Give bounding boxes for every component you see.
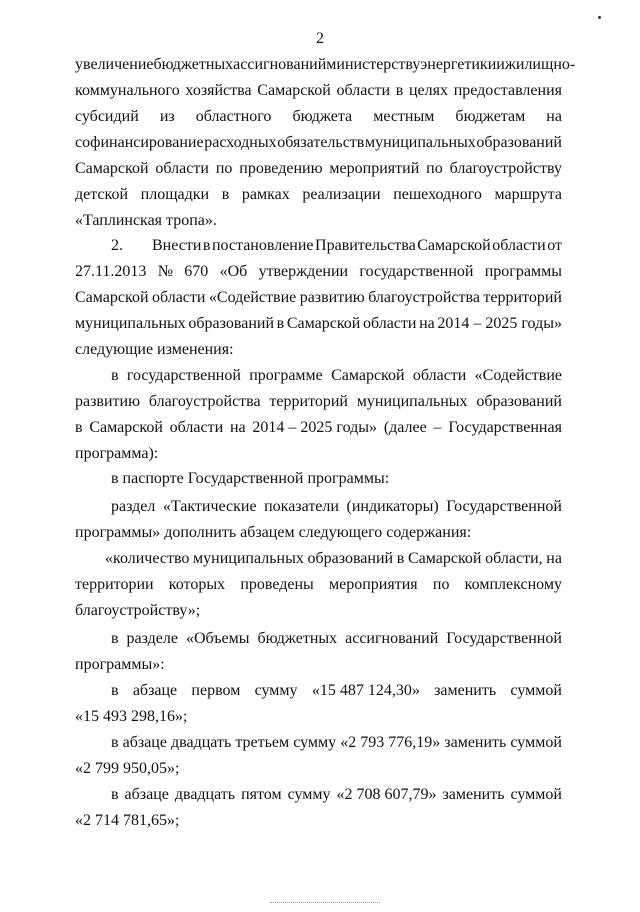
- word: рамках: [241, 186, 290, 203]
- text-line: [75, 626, 562, 652]
- text-run: программа):: [75, 445, 159, 462]
- word: третьем: [235, 734, 290, 751]
- word: предоставления: [453, 82, 562, 99]
- paragraph-9: [75, 730, 562, 782]
- word: в: [221, 186, 230, 203]
- paragraph-5: [75, 494, 562, 546]
- word: из: [159, 108, 175, 125]
- text-line: [75, 494, 562, 520]
- text-line: [75, 259, 562, 285]
- paragraph-2: [75, 233, 562, 363]
- word: 2014 – 2025 годы»: [252, 419, 378, 436]
- word: муниципальных: [364, 134, 476, 151]
- word: (далее: [383, 419, 427, 436]
- word: муниципальных: [75, 315, 186, 332]
- word: субсидий: [75, 108, 139, 125]
- word: программе: [249, 367, 323, 384]
- text-line: [75, 130, 562, 156]
- text-line: [75, 520, 562, 546]
- text-run: «2 714 781,65»;: [75, 812, 180, 829]
- word: абзаце: [132, 682, 178, 699]
- paragraph-number: [75, 233, 123, 259]
- word: «15 487 124,30»: [311, 682, 420, 699]
- word: Самарской: [407, 550, 482, 567]
- word: Самарской: [286, 315, 361, 332]
- word: по: [432, 576, 450, 593]
- word: проведению: [239, 160, 323, 177]
- text-line: [75, 546, 562, 572]
- word: на: [229, 419, 246, 436]
- text-line: [75, 337, 562, 363]
- text-run: «2 799 950,05»;: [75, 760, 180, 777]
- word: коммунального: [75, 82, 180, 99]
- scan-speck: [598, 16, 601, 19]
- word: площадки: [140, 186, 210, 203]
- word: заменить: [442, 786, 505, 803]
- text-line: [75, 208, 562, 234]
- word: ассигнований: [233, 56, 327, 73]
- text-run: программы»:: [75, 656, 165, 673]
- word: заменить: [444, 734, 507, 751]
- word: комплексному: [464, 576, 562, 593]
- word: в: [276, 315, 285, 332]
- paragraph-6: [75, 546, 562, 624]
- word: абзаце: [122, 734, 167, 751]
- word: образований: [307, 550, 394, 567]
- word: на: [546, 108, 562, 125]
- word: ассигнований: [345, 630, 439, 647]
- text-line: [75, 415, 562, 441]
- word: Внести: [152, 237, 202, 254]
- word: бюджета: [292, 108, 353, 125]
- word: мероприятия: [329, 576, 418, 593]
- paragraph-8: [75, 678, 562, 730]
- text-line: [75, 730, 562, 756]
- word: сумму: [287, 786, 331, 803]
- text-line: [75, 756, 562, 782]
- word: образований: [476, 393, 562, 410]
- text-line: [75, 182, 562, 208]
- word: Самарской: [89, 419, 163, 436]
- word: министерству: [326, 56, 421, 73]
- word: суммой: [510, 786, 562, 803]
- word: Государственной: [446, 630, 562, 647]
- word: увеличение: [75, 56, 154, 73]
- word: разделе: [126, 630, 178, 647]
- word: 2014 – 2025 годы»: [437, 315, 562, 332]
- text-line: [75, 156, 562, 182]
- word: проведены: [240, 576, 314, 593]
- word: «Объемы: [185, 630, 250, 647]
- word: области: [155, 160, 209, 177]
- word: целях: [408, 82, 448, 99]
- word: в: [111, 786, 119, 803]
- word: энергетики: [420, 56, 497, 73]
- word: постановление: [211, 237, 314, 254]
- text-run: 2.: [111, 237, 123, 254]
- word: программы: [484, 263, 562, 280]
- word: заменить: [434, 682, 497, 699]
- word: раздел: [111, 498, 156, 515]
- text-run-group: [152, 233, 562, 259]
- word: территорий: [269, 393, 348, 410]
- word: «2 793 776,19»: [340, 734, 441, 751]
- word: двадцать: [174, 786, 236, 803]
- word: развитию: [75, 393, 141, 410]
- text-line: [75, 363, 562, 389]
- paragraph-10: [75, 782, 562, 834]
- word: реализации: [302, 186, 381, 203]
- word: местным: [373, 108, 435, 125]
- text-run: «15 493 298,16»;: [75, 708, 188, 725]
- text-line: [75, 104, 562, 130]
- word: двадцать: [171, 734, 232, 751]
- word: территории: [75, 576, 154, 593]
- word: «2 708 607,79»: [336, 786, 437, 803]
- word: «Тактические: [162, 498, 257, 515]
- word: образований: [188, 315, 275, 332]
- word: сумму: [293, 734, 337, 751]
- word: в: [111, 630, 119, 647]
- word: суммой: [510, 734, 562, 751]
- word: на: [546, 550, 562, 567]
- word: –: [433, 419, 442, 436]
- word: области: [412, 367, 467, 384]
- word: муниципальных: [193, 550, 304, 567]
- paragraph-7: [75, 626, 562, 678]
- word: государственной: [359, 263, 474, 280]
- word: «Содействие: [474, 367, 562, 384]
- word: «Содействие: [208, 289, 297, 306]
- text-line: [75, 233, 562, 259]
- text-run: «Таплинская тропа».: [75, 212, 217, 229]
- text-line: [75, 52, 576, 78]
- word: пешеходного: [393, 186, 482, 203]
- scan-artifact: [270, 902, 380, 907]
- word: Самарской: [417, 237, 491, 254]
- word: бюджетам: [455, 108, 526, 125]
- word: бюджетных: [153, 56, 234, 73]
- word: в: [396, 550, 405, 567]
- paragraph-3: [75, 363, 562, 467]
- word: благоустройства: [368, 289, 480, 306]
- word: по: [215, 160, 233, 177]
- word: сумму: [254, 682, 298, 699]
- word: в: [111, 734, 119, 751]
- word: области: [492, 237, 546, 254]
- word: в: [111, 367, 119, 384]
- text-line: [75, 78, 562, 104]
- text-line: [75, 466, 562, 492]
- word: области: [169, 419, 224, 436]
- word: муниципальных: [356, 393, 468, 410]
- word: утверждении: [258, 263, 349, 280]
- word: софинансирование: [75, 134, 204, 151]
- word: показатели: [264, 498, 339, 515]
- word: жилищно-: [504, 56, 576, 73]
- word: по: [426, 160, 443, 177]
- word: от: [547, 237, 562, 254]
- word: развитию: [299, 289, 365, 306]
- paragraph-4: [75, 466, 562, 492]
- text-line: [75, 678, 562, 704]
- word: хозяйства: [185, 82, 252, 99]
- page-number: 2: [316, 30, 324, 47]
- word: Государственной: [446, 498, 562, 515]
- word: первом: [191, 682, 241, 699]
- word: Самарской: [331, 367, 405, 384]
- word: 27.11.2013: [75, 263, 147, 280]
- word: благоустройству: [449, 160, 562, 177]
- word: в: [75, 419, 83, 436]
- word: Правительства: [315, 237, 416, 254]
- word: образований: [476, 134, 562, 151]
- text-run: программы» дополнить абзацем следующего содержания:: [75, 524, 472, 541]
- word: расходных: [204, 134, 277, 151]
- word: области: [151, 289, 206, 306]
- word: №: [157, 263, 173, 280]
- word: «Об: [219, 263, 248, 280]
- word: суммой: [510, 682, 562, 699]
- text-run: следующие изменения:: [75, 341, 234, 358]
- text-line: [75, 598, 562, 624]
- word: Самарской: [257, 82, 331, 99]
- text-run: в паспорте Государственной программы:: [111, 470, 390, 487]
- word: в: [395, 82, 404, 99]
- word: на: [419, 315, 435, 332]
- word: государственной: [126, 367, 241, 384]
- word: (индикаторы): [346, 498, 439, 515]
- word: области: [336, 82, 390, 99]
- word: детской: [75, 186, 129, 203]
- word: и: [496, 56, 505, 73]
- text-run: благоустройству»;: [75, 602, 201, 619]
- word: маршрута: [494, 186, 562, 203]
- text-line: [75, 441, 562, 467]
- text-line: [75, 782, 562, 808]
- word: в: [202, 237, 211, 254]
- word: мероприятий: [329, 160, 420, 177]
- text-line: [75, 311, 562, 337]
- word: области,: [485, 550, 543, 567]
- text-line: [75, 652, 562, 678]
- word: «количество: [105, 550, 190, 567]
- word: пятом: [241, 786, 282, 803]
- word: области: [362, 315, 417, 332]
- word: территорий: [483, 289, 562, 306]
- word: которых: [168, 576, 226, 593]
- text-line: [75, 285, 562, 311]
- word: абзаце: [124, 786, 169, 803]
- text-line: [75, 808, 562, 834]
- word: обязательств: [277, 134, 365, 151]
- text-line: [75, 704, 562, 730]
- word: бюджетных: [257, 630, 338, 647]
- word: Самарской: [75, 160, 149, 177]
- word: Государственная: [448, 419, 562, 436]
- word: областного: [195, 108, 272, 125]
- text-line: [75, 572, 562, 598]
- paragraph-1: [75, 52, 576, 234]
- word: благоустройства: [148, 393, 261, 410]
- word: в: [111, 682, 119, 699]
- word: 670: [184, 263, 209, 280]
- word: Самарской: [75, 289, 149, 306]
- text-line: [75, 389, 562, 415]
